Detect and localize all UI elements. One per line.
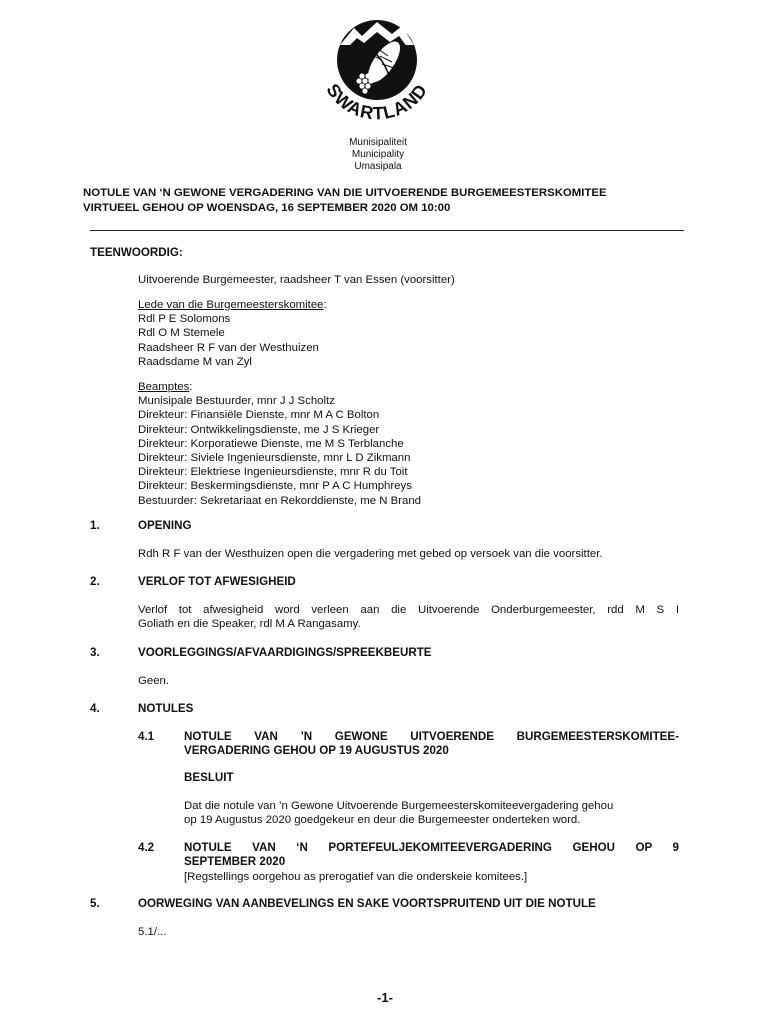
swartland-logo: [302, 10, 452, 140]
logo-wordmark: SWARTLAND: [322, 80, 432, 124]
subitem-heading-line: VERGADERING GEHOU OP 19 AUGUSTUS 2020: [184, 744, 449, 757]
attendance-heading: TEENWOORDIG:: [90, 246, 183, 259]
subitem-number: 4.2: [138, 841, 155, 854]
item-number: 3.: [90, 646, 100, 659]
item-number: 2.: [90, 575, 100, 588]
official-line: Bestuurder: Sekretariaat en Rekorddienste, me N Brand: [138, 494, 422, 507]
members-label: Lede van die Burgemeesterskomitee:: [138, 299, 327, 311]
member-line: Rdl P E Solomons: [138, 313, 231, 326]
subitem-number: 4.1: [138, 730, 155, 743]
subitem-note: [Regstellings oorgehou as prerogatief van die onderskeie komitees.]: [184, 871, 528, 883]
official-line: Direkteur: Korporatiewe Dienste, me M S Terblanche: [138, 437, 404, 450]
title-line-1: NOTULE VAN ‘N GEWONE VERGADERING VAN DIE UITVOERENDE BURGEMEESTERSKOMITEE: [83, 187, 607, 199]
item-heading-opening: OPENING: [138, 519, 192, 532]
member-line: Rdl O M Stemele: [138, 327, 225, 340]
subitem-heading-line: NOTULE VAN ’N GEWONE UITVOERENDE BURGEMEESTERSKOMITEE-: [184, 730, 679, 743]
subitem-heading-line: NOTULE VAN ‘N PORTEFEULJEKOMITEEVERGADERING GEHOU OP 9: [184, 841, 679, 854]
item-heading-recommendations: OORWEGING VAN AANBEVELINGS EN SAKE VOORTSPRUITEND UIT DIE NOTULE: [138, 897, 596, 910]
officials-label: Beamptes:: [138, 381, 193, 393]
official-line: Direkteur: Beskermingsdienste, mnr P A C Humphreys: [138, 480, 412, 493]
document-title: [83, 186, 691, 216]
decision-line: Dat die notule van ’n Gewone Uitvoerende Burgemeesterskomiteevergadering gehou: [184, 800, 614, 812]
item-heading-minutes: NOTULES: [138, 702, 194, 715]
continuation-marker: 5.1/...: [138, 926, 167, 938]
decision-label: BESLUIT: [184, 771, 234, 784]
item-body-leave: [138, 603, 679, 631]
member-line: Raadsheer R F van der Westhuizen: [138, 341, 319, 354]
decision-line: op 19 Augustus 2020 goedgekeur en deur die Burgemeester onderteken word.: [184, 814, 581, 827]
caption-line: Municipality: [351, 149, 405, 160]
item-number: 5.: [90, 897, 100, 910]
leave-line-2: Goliath en die Speaker, rdl M A Rangasamy.: [138, 618, 361, 631]
page-number: -1-: [377, 990, 393, 1005]
subitem-heading-line: SEPTEMBER 2020: [184, 855, 286, 868]
officials-block: [138, 380, 421, 508]
item-body-opening: Rdh R F van der Westhuizen open die vergadering met gebed op versoek van die voorsitter.: [138, 548, 603, 560]
official-line: Direkteur: Siviele Ingenieursdienste, mnr L D Zikmann: [138, 452, 411, 465]
members-block: [138, 298, 327, 369]
logo-caption: [300, 137, 456, 173]
item-heading-leave: VERLOF TOT AFWESIGHEID: [138, 575, 296, 588]
chair-line: Uitvoerende Burgemeester, raadsheer T van Essen (voorsitter): [138, 274, 455, 286]
member-line: Raadsdame M van Zyl: [138, 355, 252, 368]
subitem-heading-4-1: [184, 730, 679, 758]
official-line: Direkteur: Elektriese Ingenieursdienste, mnr R du Toit: [138, 466, 408, 479]
item-number: 1.: [90, 519, 100, 532]
title-divider: [90, 230, 684, 231]
item-number: 4.: [90, 702, 100, 715]
official-line: Munisipale Bestuurder, mnr J J Scholtz: [138, 395, 335, 408]
official-line: Direkteur: Finansiële Dienste, mnr M A C Bolton: [138, 409, 380, 422]
subitem-heading-4-2: [184, 841, 679, 869]
caption-line: Umasipala: [354, 161, 402, 172]
leave-line-1: Verlof tot afwesigheid word verleen aan die Uitvoerende Onderburgemeester, rdd M S I: [138, 604, 679, 616]
caption-line: Munisipaliteit: [349, 137, 407, 148]
official-line: Direkteur: Ontwikkelingsdienste, me J S Krieger: [138, 423, 380, 436]
item-body-submissions: Geen.: [138, 675, 170, 687]
item-heading-submissions: VOORLEGGINGS/AFVAARDIGINGS/SPREEKBEURTE: [138, 646, 432, 659]
title-line-2: VIRTUEEL GEHOU OP WOENSDAG, 16 SEPTEMBER 2020 OM 10:00: [83, 202, 451, 214]
decision-text: [184, 799, 613, 827]
